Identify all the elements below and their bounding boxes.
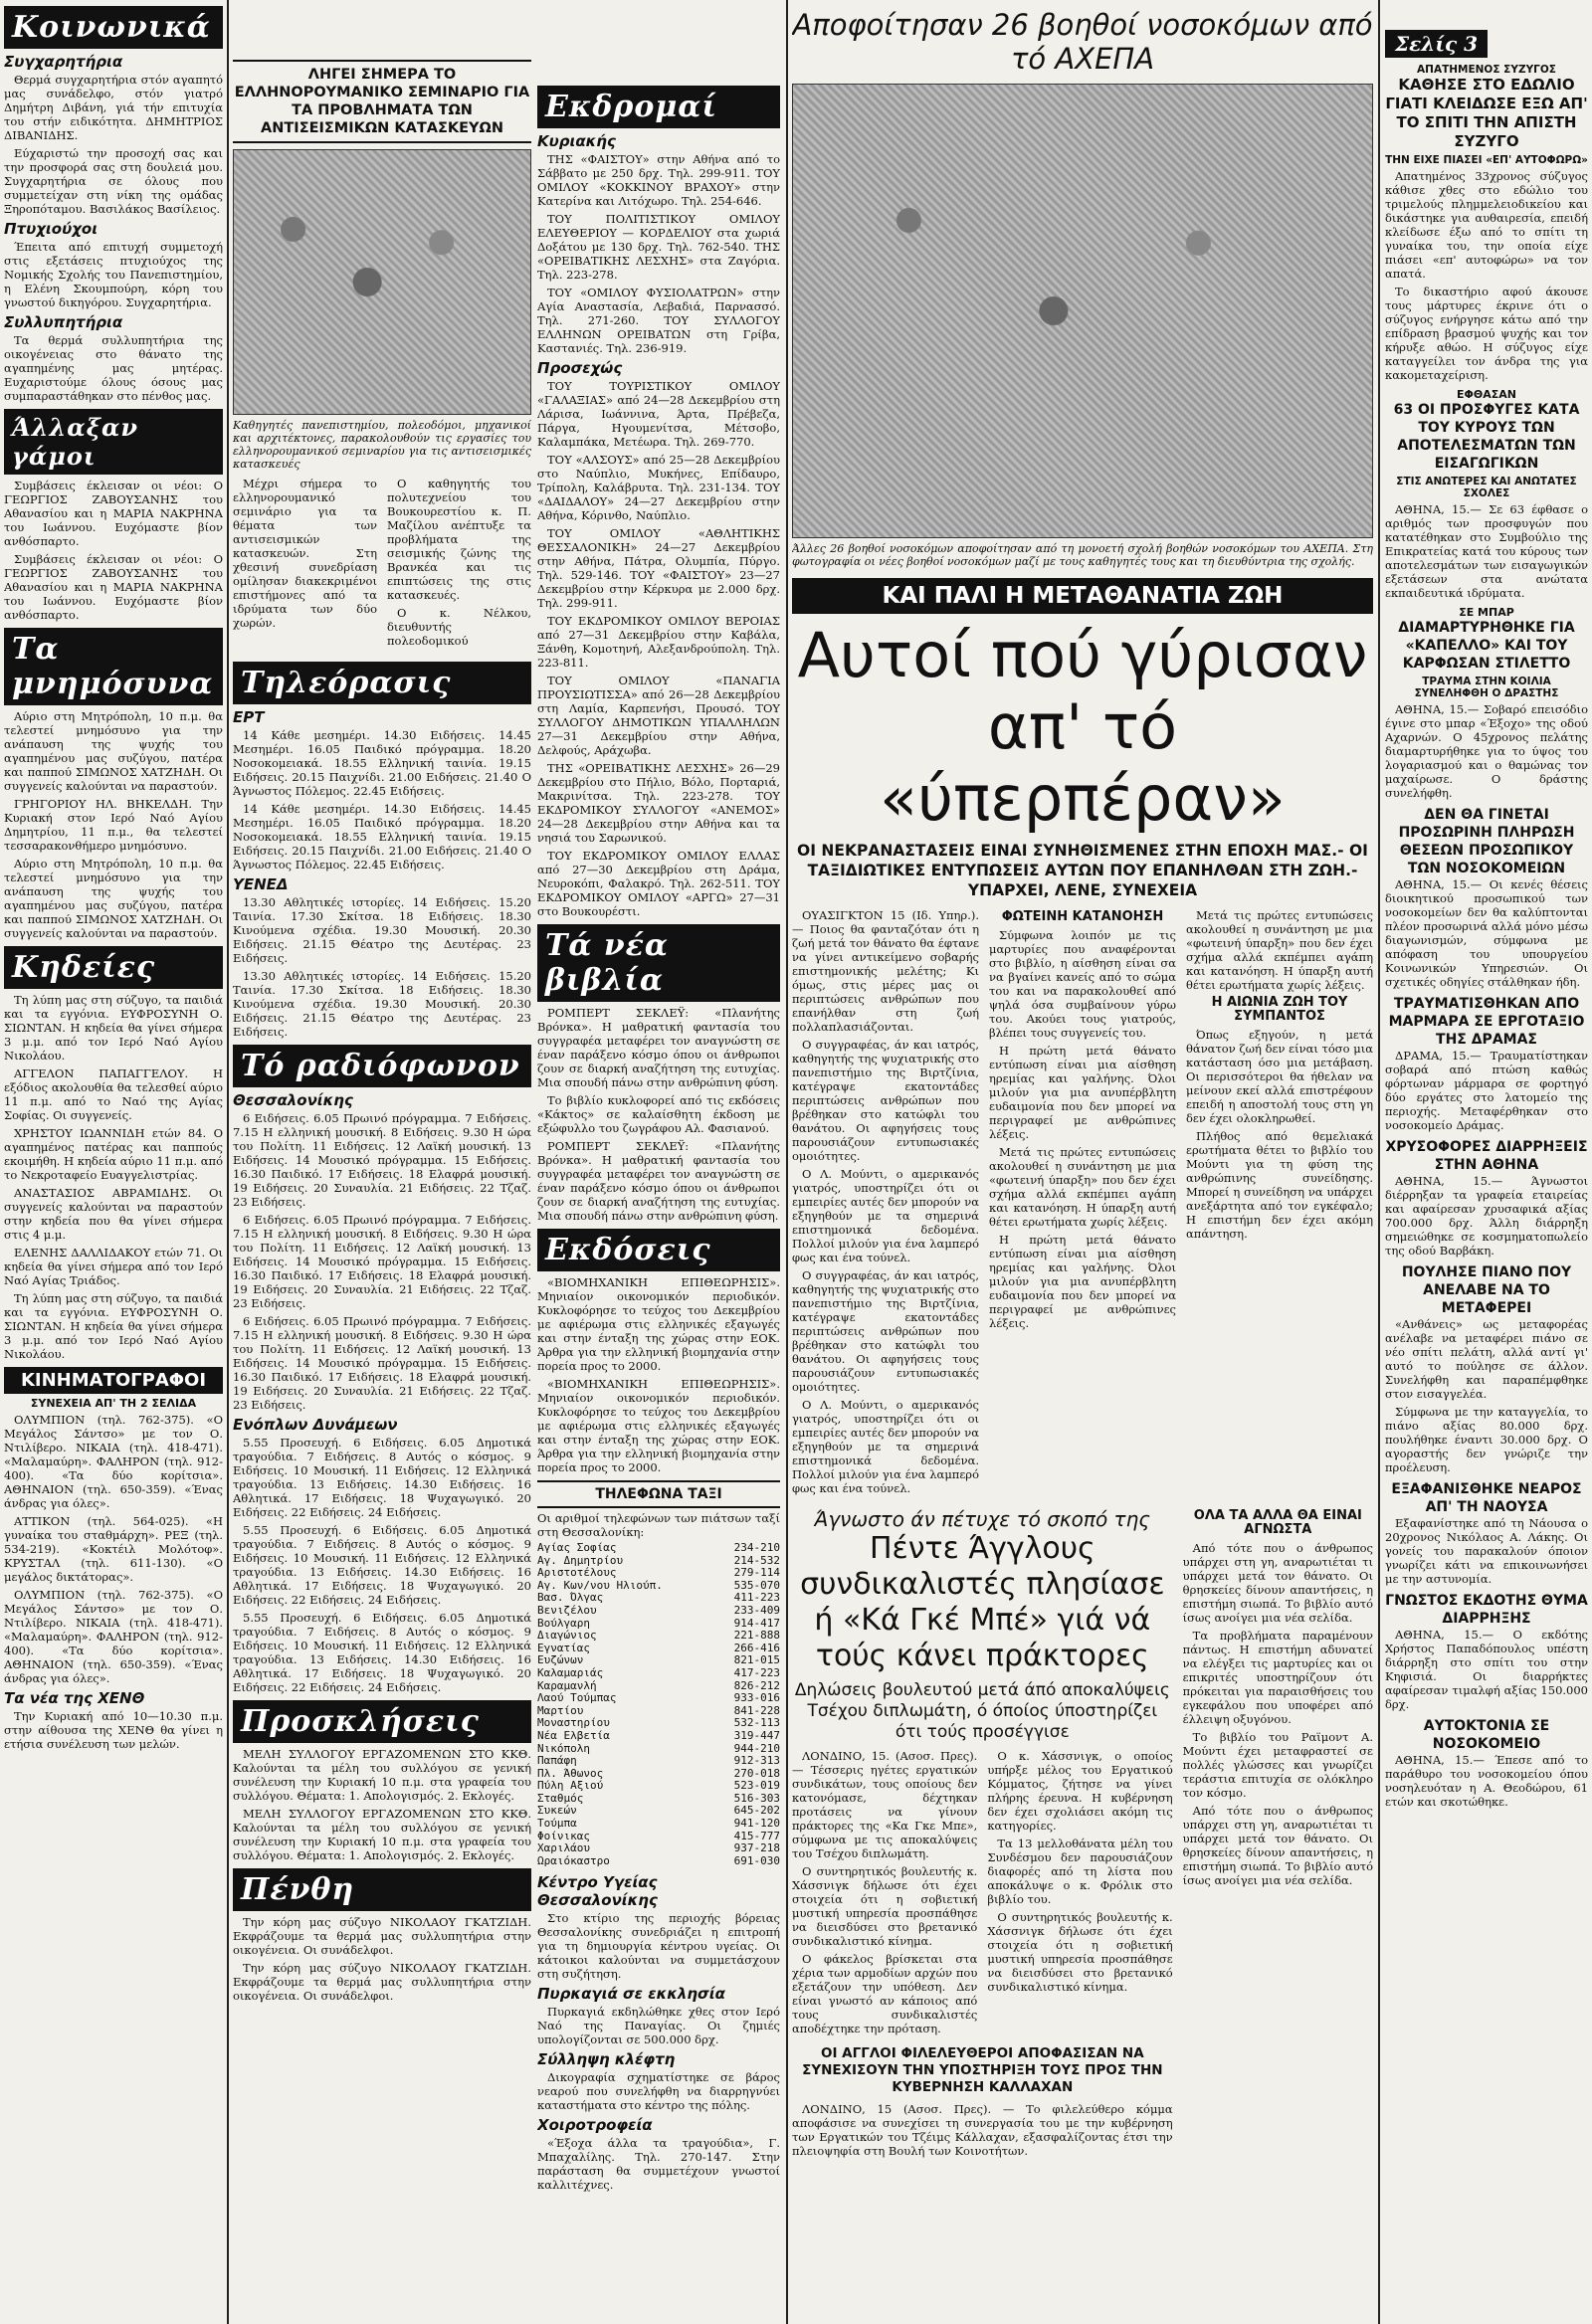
column-social (4, 0, 223, 2324)
taxi-phone-row (537, 1542, 780, 1555)
taxi-stand-name: Λαού Τούμπας (537, 1691, 617, 1705)
text-block: «ΒΙΟΜΗΧΑΝΙΚΗ ΕΠΙΘΕΩΡΗΣΙΣ». Μηνιαίον οικονομικόν περιοδικόν. Κυκλοφόρησε το τεύχος του Δεκεμβρίου με αφιέρωμα στις ελληνικές εξαγωγές και στην ένταξη της χώρας στην ΕΟΚ. Άρθρα για την ελληνική βιομηχανία στην πορεία προς το 2000. «ΒΙΟΜΗΧΑΝΙΚΗ ΕΠΙΘΕΩΡΗΣΙΣ». Μηνιαίον οικονομικόν περιοδικόν. Κυκλοφόρησε το τεύχος του Δεκεμβρίου με αφιέρωμα στις ελληνικές εξαγωγές και στην ένταξη της χώρας στην ΕΟΚ. Άρθρα για την ελληνική βιομηχανία στην πορεία προς το 2000. (537, 1275, 780, 1474)
header-publications: Εκδόσεις (537, 1229, 780, 1271)
header-weddings: Άλλαξαν γάμοι (4, 409, 223, 475)
text-block: ΔΡΑΜΑ, 15.— Τραυματίστηκαν σοβαρά από πτώση καθώς φόρτωναν μάρμαρα σε φορτηγό δύο εργάτες στο λατομείο της περιοχής. Μεταφέρθηκαν στο νοσοκομείο Δράμας. (1385, 1049, 1588, 1132)
headline-marble: ΤΡΑΥΜΑΤΙΣΘΗΚΑΝ ΑΠΟ ΜΑΡΜΑΡΑ ΣΕ ΕΡΓΟΤΑΞΙΟ ΤΗΣ ΔΡΑΜΑΣ (1388, 996, 1585, 1048)
article-kicker: ΚΑΙ ΠΑΛΙ Η ΜΕΤΑΘΑΝΑΤΙΑ ΖΩΗ (792, 578, 1373, 614)
headline-appeals: 63 ΟΙ ΠΡΟΣΦΥΓΕΣ ΚΑΤΑ ΤΟΥ ΚΥΡΟΥΣ ΤΩΝ ΑΠΟΤΕΛΕΣΜΑΤΩΝ ΤΩΝ ΕΙΣΑΓΩΓΙΚΩΝ (1393, 402, 1580, 472)
headline-hospitals: ΔΕΝ ΘΑ ΓΙΝΕΤΑΙ ΠΡΟΣΩΡΙΝΗ ΠΛΗΡΩΣΗ ΘΕΣΕΩΝ ΠΡΟΣΩΠΙΚΟΥ ΤΩΝ ΝΟΣΟΚΟΜΕΙΩΝ (1398, 807, 1575, 876)
text-block: Συμβάσεις έκλεισαν οι νέοι: Ο ΓΕΩΡΓΙΟΣ ΖΑΒΟΥΣΑΝΗΣ του Αθανασίου και η ΜΑΡΙΑ ΝΑΚΡΗΝΑ του Ιωάννου. Ευχόμαστε βίον ανθόσπαρτο. Συμβάσεις έκλεισαν οι νέοι: Ο ΓΕΩΡΓΙΟΣ ΖΑΒΟΥΣΑΝΗΣ του Αθανασίου και η ΜΑΡΙΑ ΝΑΚΡΗΝΑ του Ιωάννου. Ευχόμαστε βίον ανθόσπαρτο. (4, 479, 223, 622)
taxi-stand-name: Διαγώνιος (537, 1629, 597, 1643)
header-funerals: Κηδείες (4, 946, 223, 989)
taxi-stand-name: Βασ. Όλγας (537, 1591, 604, 1605)
subhead-warm: ΦΩΤΕΙΝΗ ΚΑΤΑΝΟΗΣΗ (1001, 909, 1164, 924)
taxi-stand-name: Νικόπολη (537, 1741, 590, 1755)
taxi-stand-phone: 532-113 (733, 1716, 780, 1730)
taxi-stand-name: Αριστοτέλους (537, 1566, 617, 1580)
text-block: Έπειτα από επιτυχή συμμετοχή στις εξετάσεις πτυχιούχος της Νομικής Σχολής του Πανεπιστημίου, η Ελένη Σκουμπούρη, κόρη του γνωστού δικηγόρου. Συγχαρητήρια. (4, 240, 223, 309)
column-main (792, 0, 1373, 2324)
taxi-stand-name: Καραμανλή (537, 1678, 597, 1692)
kgb-headline: Πέντε Άγγλους συνδικαλιστές πλησίασε ή «Κά Γκέ Μπέ» γιά νά τούς κάνει πράκτορες (800, 1531, 1165, 1673)
kgb-col: Ο κ. Χάσσνιγκ, ο οποίος υπήρξε μέλος του Εργατικού Κόμματος, ζήτησε να γίνει πλήρης έρευνα. Η κυβέρνηση δεν έχει σχολιάσει ακόμη τις κατηγορίες. Τα 13 μελλοθάνατα μέλη του Συνδέσμου δεν παρουσιάζουν διαφορές από τη λίστα που αποκάλυψε ο κ. Φρόλικ στο βιβλίο του. Ο συντηρητικός βουλευτής κ. Χάσσνιγκ δήλωσε ότι έχει στοιχεία ότι η σοβιετική μυστική υπηρεσία προσπάθησε να διεισδύσει στο βρετανικό συνδικαλιστικό κίνημα. (987, 1749, 1173, 1994)
taxi-stand-name: Καλαμαριάς (537, 1665, 604, 1679)
taxi-stand-phone: 944-210 (733, 1741, 780, 1755)
taxi-stand-phone: 417-223 (733, 1665, 780, 1679)
column-excursions (537, 0, 780, 2324)
column-page3 (1385, 0, 1588, 2324)
subhead-graduates: Πτυχιούχοι (4, 220, 99, 238)
taxi-stand-phone: 319-447 (733, 1728, 780, 1742)
taxi-phone-row (537, 1567, 780, 1580)
taxi-stand-phone: 221-888 (733, 1629, 780, 1643)
header-social: Κοινωνικά (4, 6, 223, 49)
taxi-stand-name: Χαριλάου (537, 1841, 590, 1855)
text-block: ΑΘΗΝΑ, 15.— Οι κενές θέσεις διοικητικού προσωπικού των νοσοκομείων δεν θα καλύπτονται πλέον προσωρινά αλλά μόνο μέσω διαγωνισμών, σύμφωνα με απόφαση του υπουργείου Κοινωνικών Υπηρεσιών. Οι σχετικές οδηγίες στάλθηκαν ήδη. (1385, 877, 1588, 989)
header-cinemas: ΚΙΝΗΜΑΤΟΓΡΑΦΟΙ (4, 1367, 223, 1394)
text-block: Πυρκαγιά εκδηλώθηκε χθες στον Ιερό Ναό της Παναγίας. Οι ζημιές υπολογίζονται σε 500.000 δρχ. (537, 2005, 780, 2047)
liberals-headline: ΟΙ ΑΓΓΛΟΙ ΦΙΛΕΛΕΥΘΕΡΟΙ ΑΠΟΦΑΣΙΣΑΝ ΝΑ ΣΥΝΕΧΙΣΟΥΝ ΤΗΝ ΥΠΟΣΤΗΡΙΞΗ ΤΟΥΣ ΠΡΟΣ ΤΗΝ ΚΥΒΕΡΝΗΣΗ ΚΑΛΛΑΧΑΝ (802, 2045, 1163, 2095)
taxi-stand-phone: 415-777 (733, 1829, 780, 1842)
seminar-photo (233, 149, 531, 415)
taxi-stand-phone: 841-228 (733, 1703, 780, 1717)
subhead-fire: Πυρκαγιά σε εκκλησία (537, 1985, 725, 2004)
taxi-stand-name: Ωραιόκαστρο (537, 1853, 610, 1867)
text-block: Την Κυριακή από 10—10.30 π.μ. στην αίθουσα της ΧΕΝΘ θα γίνει η ετήσια συνέλευση των μελών. (4, 1709, 223, 1751)
headline-burglaries: ΧΡΥΣΟΦΟΡΕΣ ΔΙΑΡΡΗΞΕΙΣ ΣΤΗΝ ΑΘΗΝΑ (1385, 1139, 1588, 1173)
taxi-phone-row (537, 1692, 780, 1705)
taxi-stand-phone: 645-202 (733, 1804, 780, 1818)
text-block: Δικογραφία σχηματίστηκε σε βάρος νεαρού που συνελήφθη να διαρρηγνύει καταστήματα στο κέντρο της πόλης. (537, 2070, 780, 2113)
subhead-eternal: Η ΑΙΩΝΙΑ ΖΩΗ ΤΟΥ ΣΥΜΠΑΝΤΟΣ (1211, 995, 1348, 1024)
header-invitations: Προσκλήσεις (233, 1700, 531, 1743)
text-block: Αύριο στη Μητρόπολη, 10 π.μ. θα τελεστεί μνημόσυνο για την ανάπαυση της ψυχής του αγαπημένου μας συζύγου, πατέρα και παππού ΣΙΜΩΝΟΣ ΧΑΤΖΗΔΗ. Οι συγγενείς καλούνται να παραστούν. ΓΡΗΓΟΡΙΟΥ ΗΛ. ΒΗΚΕΛΔΗ. Την Κυριακή στον Ιερό Ναό Αγίου Δημητρίου, 11 π.μ., θα τελεστεί τεσσαρακονθήμερο μνημόσυνο. Αύριο στη Μητρόπολη, 10 π.μ. θα τελεστεί μνημόσυνο για την ανάπαυση της ψυχής του αγαπημένου μας συζύγου, πατέρα και παππού ΣΙΜΩΝΟΣ ΧΑΤΖΗΔΗ. Οι συγγενείς καλούνται να παραστούν. (4, 709, 223, 940)
headline-piano: ΠΟΥΛΗΣΕ ΠΙΑΝΟ ΠΟΥ ΑΝΕΛΑΒΕ ΝΑ ΤΟ ΜΕΤΑΦΕΡΕΙ (1401, 1264, 1572, 1316)
text-block: 14 Κάθε μεσημέρι. 14.30 Ειδήσεις. 14.45 Μεσημέρι. 16.05 Παιδικό πρόγραμμα. 18.20 Νοσοκομειακά. 18.55 Ελληνική ταινία. 19.15 Ειδήσεις. 20.15 Παιχνίδι. 21.00 Ειδήσεις. 21.40 Ο Άγνωστος Πόλεμος. 22.45 Ειδήσεις. 14 Κάθε μεσημέρι. 14.30 Ειδήσεις. 14.45 Μεσημέρι. 16.05 Παιδικό πρόγραμμα. 18.20 Νοσοκομειακά. 18.55 Ελληνική ταινία. 19.15 Ειδήσεις. 20.15 Παιχνίδι. 21.00 Ειδήσεις. 21.40 Ο Άγνωστος Πόλεμος. 22.45 Ειδήσεις. (233, 728, 531, 872)
taxi-stand-name: Αγίας Σοφίας (537, 1541, 617, 1554)
headline-suicide: ΑΥΤΟΚΤΟΝΙΑ ΣΕ ΝΟΣΟΚΟΜΕΙΟ (1423, 1718, 1550, 1752)
text-block: Τη λύπη μας στη σύζυγο, τα παιδιά και τα εγγόνια. ΕΥΦΡΟΣΥΝΗ Ο. ΣΙΩΝΤΑΝ. Η κηδεία θα γίνει σήμερα 3 μ.μ. από τον Ιερό Ναό Αγίου Νικολάου. ΑΓΓΕΛΟΝ ΠΑΠΑΓΓΕΛΟΥ. Η εξόδιος ακολουθία θα τελεσθεί αύριο 11 π.μ. από το Ναό της Αγίας Σοφίας. Οι συγγενείς. ΧΡΗΣΤΟΥ ΙΩΑΝΝΙΔΗ ετών 84. Ο αγαπημένος πατέρας και παππούς εκοιμήθη. Η κηδεία αύριο 11 π.μ. από το Νεκροταφείο Ευαγγελιστρίας. ΑΝΑΣΤΑΣΙΟΣ ΑΒΡΑΜΙΔΗΣ. Οι συγγενείς καλούνται να παραστούν στην κηδεία που θα γίνει σήμερα στις 4 μ.μ. ΕΛΕΝΗΣ ΔΑΛΛΙΔΑΚΟΥ ετών 71. Οι κηδεία θα γίνει σήμερα από τον Ιερό Ναό Αγίας Τριάδος. Τη λύπη μας στη σύζυγο, τα παιδιά και τα εγγόνια. ΕΥΦΡΟΣΥΝΗ Ο. ΣΙΩΝΤΑΝ. Η κηδεία θα γίνει σήμερα 3 μ.μ. από τον Ιερό Ναό Αγίου Νικολάου. (4, 993, 223, 1361)
text-block: 6 Ειδήσεις. 6.05 Πρωινό πρόγραμμα. 7 Ειδήσεις. 7.15 Η ελληνική μουσική. 8 Ειδήσεις. 9.30 Η ώρα του Πολίτη. 11 Ειδήσεις. 12 Λαϊκή μουσική. 13 Ειδήσεις. 14 Μουσικό πρόγραμμα. 15 Ειδήσεις. 16.30 Παιδικό. 17 Ειδήσεις. 18 Ελαφρά μουσική. 19 Ειδήσεις. 20 Συναυλία. 21 Ειδήσεις. 22 Τζαζ. 23 Ειδήσεις. 6 Ειδήσεις. 6.05 Πρωινό πρόγραμμα. 7 Ειδήσεις. 7.15 Η ελληνική μουσική. 8 Ειδήσεις. 9.30 Η ώρα του Πολίτη. 11 Ειδήσεις. 12 Λαϊκή μουσική. 13 Ειδήσεις. 14 Μουσικό πρόγραμμα. 15 Ειδήσεις. 16.30 Παιδικό. 17 Ειδήσεις. 18 Ελαφρά μουσική. 19 Ειδήσεις. 20 Συναυλία. 21 Ειδήσεις. 22 Τζαζ. 23 Ειδήσεις. 6 Ειδήσεις. 6.05 Πρωινό πρόγραμμα. 7 Ειδήσεις. 7.15 Η ελληνική μουσική. 8 Ειδήσεις. 9.30 Η ώρα του Πολίτη. 11 Ειδήσεις. 12 Λαϊκή μουσική. 13 Ειδήσεις. 14 Μουσικό πρόγραμμα. 15 Ειδήσεις. 16.30 Παιδικό. 17 Ειδήσεις. 18 Ελαφρά μουσική. 19 Ειδήσεις. 20 Συναυλία. 21 Ειδήσεις. 22 Τζαζ. 23 Ειδήσεις. (233, 1111, 531, 1412)
article-col: ΟΥΑΣΙΓΚΤΟΝ 15 (Ιδ. Υπηρ.). — Ποιος θα φανταζόταν ότι η ζωή μετά τον θάνατο θα έφτανε να γίνει αντικείμενο σοβαρής επιστημονικής μελέτης; Κι όμως, στις μέρες μας οι περιπτώσεις ανθρώπων που επανήλθαν στη ζωή πολλαπλασιάζονται. Ο συγγραφέας, άν και ιατρός, καθηγητής της ψυχιατρικής στο πανεπιστήμιο της Βιρτζίνια, κατέγραψε εκατοντάδες περιπτώσεις ανθρώπων που βρέθηκαν στο κατώφλι του θανάτου. Οι αφηγήσεις τους παρουσιάζουν εντυπωσιακές ομοιότητες. Ο Λ. Μούντι, ο αμερικανός γιατρός, υποστηρίζει ότι οι εμπειρίες αυτές δεν μπορούν να εξηγηθούν με τα σημερινά επιστημονικά δεδομένα. Πολλοί μιλούν για ένα λαμπερό φως και ένα τούνελ. Ο συγγραφέας, άν και ιατρός, καθηγητής της ψυχιατρικής στο πανεπιστήμιο της Βιρτζίνια, κατέγραψε εκατοντάδες περιπτώσεις ανθρώπων που βρέθηκαν στο κατώφλι του θανάτου. Οι αφηγήσεις τους παρουσιάζουν εντυπωσιακές ομοιότητες. Ο Λ. Μούντι, ο αμερικανός γιατρός, υποστηρίζει ότι οι εμπειρίες αυτές δεν μπορούν να εξηγηθούν με τα σημερινά επιστημονικά δεδομένα. Πολλοί μιλούν για ένα λαμπερό φως και ένα τούνελ. (792, 908, 979, 1495)
article-col: Μετά τις πρώτες εντυπώσεις ακολουθεί η συνάντηση με μια «φωτεινή ύπαρξη» που δεν έχει σχήμα αλλά εκπέμπει αγάπη και κατανόηση. Η ύπαρξη αυτή θέτει ερωτήματα χωρίς λέξεις. Η ΑΙΩΝΙΑ ΖΩΗ ΤΟΥ ΣΥΜΠΑΝΤΟΣ Όπως εξηγούν, η μετά θάνατον ζωή δεν είναι τόσο μια κατάσταση όσο μια μετάβαση. Οι περισσότεροι θα ήθελαν να μείνουν εκεί αλλά επιστρέφουν επειδή η αποστολή τους στη γη δεν έχει ολοκληρωθεί. Πλήθος από θεμελιακά ερωτήματα θέτει το βιβλίο του Μούντι για τη φύση της ανθρώπινης συνείδησης. Μπορεί η συνείδηση να υπάρχει ανεξάρτητα από τον εγκέφαλο; Η επιστήμη δεν έχει ακόμη απάντηση. (1186, 908, 1373, 1241)
subhead-health-center: Κέντρο Υγείας Θεσσαλονίκης (537, 1873, 658, 1910)
text-block: Την κόρη μας σύζυγο ΝΙΚΟΛΑΟΥ ΓΚΑΤΖΙΔΗ. Εκφράζουμε τα θερμά μας συλλυπητήρια στην οικογένεια. Οι συνάδελφοι. Την κόρη μας σύζυγο ΝΙΚΟΛΑΟΥ ΓΚΑΤΖΙΔΗ. Εκφράζουμε τα θερμά μας συλλυπητήρια στην οικογένεια. Οι συνάδελφοι. (233, 1915, 531, 2003)
taxi-phone-row (537, 1605, 780, 1618)
taxi-stand-phone: 270-018 (733, 1766, 780, 1780)
article-continued: ΟΛΑ ΤΑ ΑΛΛΑ ΘΑ ΕΙΝΑΙ ΑΓΝΩΣΤΑ Από τότε που ο άνθρωπος υπάρχει στη γη, αναρωτιέται τι υπάρχει μετά τον θάνατο. Οι θρησκείες δίνουν απαντήσεις, η επιστήμη σιωπά. Το βιβλίο αυτό ίσως ανοίγει μια νέα σελίδα. Τα προβλήματα παραμένουν πάντως. Η επιστήμη αδυνατεί να ελέγξει τις μαρτυρίες και οι επικριτές υποστηρίζουν ότι πρόκειται για παραισθήσεις του εγκεφάλου που υποφέρει από έλλειψη οξυγόνου. Το βιβλίο του Ραϊμοντ Α. Μούντι έχει μεταφραστεί σε πολλές γλώσσες και γνωρίζει τεράστια επιτυχία σε ολόκληρο τον κόσμο. Από τότε που ο άνθρωπος υπάρχει στη γη, αναρωτιέται τι υπάρχει μετά τον θάνατο. Οι θρησκείες δίνουν απαντήσεις, η επιστήμη σιωπά. Το βιβλίο αυτό ίσως ανοίγει μια νέα σελίδα. (1182, 1508, 1373, 1887)
subhead-condolences: Συλλυπητήρια (4, 313, 123, 331)
kgb-kicker: Άγνωστο άν πέτυχε τό σκοπό της (814, 1507, 1151, 1531)
graduation-headline: Αποφοίτησαν 26 βοηθοί νοσοκόμων από τό ΑΧΕΠΑ (792, 8, 1373, 76)
taxi-stand-name: Εγνατίας (537, 1641, 590, 1654)
taxi-phones-title: ΤΗΛΕΦΩΝΑ ΤΑΞΙ (537, 1480, 780, 1508)
taxi-stand-name: Νέα Ελβετία (537, 1728, 610, 1742)
taxi-stand-name: Πύλη Αξιού (537, 1779, 604, 1793)
text-block: ΑΘΗΝΑ, 15.— Έπεσε από το παράθυρο του νοσοκομείου όπου νοσηλευόταν η Α. Θεοδώρου, 61 ετών και σκοτώθηκε. (1385, 1753, 1588, 1809)
taxi-stand-phone: 912-313 (733, 1754, 780, 1768)
text-block: ΡΟΜΠΕΡΤ ΣΕΚΛΕΫ: «Πλανήτης Βρόνκα». Η μαθρατική φαντασία του συγγραφέα μεταφέρει τον αναγνώστη σε έναν παράξενο κόσμο όπου οι άνθρωποι ζουν σε διαρκή αναζήτηση της ευτυχίας. Μια σπουδή πάνω στην ανθρώπινη φύση. Το βιβλίο κυκλοφορεί από τις εκδόσεις «Κάκτος» σε καλαίσθητη έκδοση με εξώφυλλο του ζωγράφου Αλ. Φασιανού. ΡΟΜΠΕΡΤ ΣΕΚΛΕΫ: «Πλανήτης Βρόνκα». Η μαθρατική φαντασία του συγγραφέα μεταφέρει τον αναγνώστη σε έναν παράξενο κόσμο όπου οι άνθρωποι ζουν σε διαρκή αναζήτηση της ευτυχίας. Μια σπουδή πάνω στην ανθρώπινη φύση. (537, 1006, 780, 1223)
taxi-stand-name: Συκεών (537, 1804, 577, 1818)
text-block: ΤΗΣ «ΦΑΙΣΤΟΥ» στην Αθήνα από το Σάββατο με 250 δρχ. Τηλ. 299-911. ΤΟΥ ΟΜΙΛΟΥ «ΚΟΚΚΙΝΟΥ ΒΡΑΧΟΥ» στην Κατερίνα και Λιτόχωρο. Τηλ. 254-646. ΤΟΥ ΠΟΛΙΤΙΣΤΙΚΟΥ ΟΜΙΛΟΥ ΕΛΕΥΘΕΡΙΟΥ — ΚΟΡΔΕΛΙΟΥ στα χωριά Δοξάτου με 130 δρχ. Τηλ. 762-540. ΤΗΣ «ΟΡΕΙΒΑΤΙΚΗΣ ΛΕΣΧΗΣ» στα Ζαγόρια. Τηλ. 223-278. ΤΟΥ «ΟΜΙΛΟΥ ΦΥΣΙΟΛΑΤΡΩΝ» στην Αγία Αναστασία, Λεβαδιά, Παρνασσό. Τηλ. 271-260. ΤΟΥ ΣΥΛΛΟΓΟΥ ΕΛΛΗΝΩΝ ΟΡΕΙΒΑΤΩΝ στη Γρίβα, Καστανιές. Τηλ. 236-919. (537, 152, 780, 355)
header-memorials: Τα μνημόσυνα (4, 628, 223, 705)
subhead: ΑΠΑΤΗΜΕΝΟΣ ΣΥΖΥΓΟΣ (1417, 64, 1556, 76)
taxi-stand-name: Σταθμός (537, 1791, 584, 1805)
subhead: ΤΗΝ ΕΙΧΕ ΠΙΑΣΕΙ «ΕΠ' ΑΥΤΟΦΩΡΩ» (1385, 154, 1588, 166)
taxi-phone-row (537, 1842, 780, 1855)
text-block: ΑΘΗΝΑ, 15.— Ο εκδότης Χρήστος Παπαδόπουλος υπέστη διάρρηξη στο σπίτι του στην Κηφισιά. Οι διαρρήκτες αφαίρεσαν τιμαλφή αξίας 150.000 δρχ. (1385, 1628, 1588, 1711)
header-new-books: Τά νέα βιβλία (537, 924, 780, 1002)
taxi-stand-phone: 933-016 (733, 1691, 780, 1705)
liberals-text: ΛΟΝΔΙΝΟ, 15 (Ασοσ. Πρες). — Το φιλελεύθερο κόμμα αποφάσισε να συνεχίσει τη συνεργασία του με την κυβέρνηση των Εργατικών του Τζέιμς Κάλλαχαν, εξασφαλίζοντας έτσι την πλειοψηφία στη Βουλή των Κοινοτήτων. (792, 2102, 1173, 2158)
text-block: «Έξοχα άλλα τα τραγούδια», Γ. Μπαχαλίλης. Τηλ. 270-147. Στην παράσταση θα συμμετέχουν γνωστοί καλλιτέχνες. (537, 2136, 780, 2193)
taxi-phone-row (537, 1818, 780, 1831)
graduation-photo (792, 84, 1373, 538)
text-block: Θερμά συγχαρητήρια στόν αγαπητό μας συνάδελφο, στόν γιατρό Δημήτρη Διβάνη, γιά τήν επιτυχία του στήν ειδικότητα. ΔΗΜΗΤΡΙΟΣ ΔΙΒΑΝΙΔΗΣ. Εύχαριστώ την προσοχή σας και την προσφορά σας στη δουλειά μου. Συγχαρητήρια σε όλους που συμμετείχαν στη νίκη της ομάδας Ξηροπόταμου. Βασιλάκος Βασίλειος. (4, 73, 223, 216)
text-block: Τα θερμά συλλυπητήρια της οικογένειας στο θάνατο της αγαπημένης μας μητέρας. Ευχαριστούμε όλους όσους μας συμπαραστάθηκαν στο πένθος μας. (4, 333, 223, 403)
text-block: «Ανθάνεις» ως μεταφορέας ανέλαβε να μεταφέρει πιάνο σε νέο σπίτι πελάτη, αλλά αντί γι' αυτό το πούλησε σε άλλον. Συνελήφθη και παραπέμφθηκε στον εισαγγελέα. Σύμφωνα με την καταγγελία, το πιάνο αξίας 80.000 δρχ. πουλήθηκε έναντι 30.000 δρχ. Ο αγοραστής δεν γνώριζε την προέλευση. (1385, 1317, 1588, 1474)
subhead-thessaloniki: Θεσσαλονίκης (233, 1091, 353, 1109)
subhead-armed-forces: Ενόπλων Δυνάμεων (233, 1416, 398, 1434)
kgb-deck: Δηλώσεις βουλευτού μετά άπό αποκαλύψεις Τσέχου διπλωμάτη, ό όποίος ύποστηρίζει ότι τούς προσέγγισε (794, 1680, 1170, 1742)
taxi-stand-name: Μαρτίου (537, 1703, 584, 1717)
subhead: ΣΕ ΜΠΑΡ (1459, 606, 1514, 619)
taxi-stand-phone: 233-409 (733, 1603, 780, 1617)
taxi-stand-phone: 214-532 (733, 1553, 780, 1567)
taxi-stand-phone: 826-212 (733, 1678, 780, 1692)
subhead-xenth: Τα νέα της ΧΕΝΘ (4, 1689, 145, 1707)
subhead-ert: ΕΡΤ (233, 708, 265, 726)
taxi-stand-name: Φοίνικας (537, 1829, 590, 1842)
column-seminar-tv (233, 0, 531, 2324)
text-block: ΜΕΛΗ ΣΥΛΛΟΓΟΥ ΕΡΓΑΖΟΜΕΝΩΝ ΣΤΟ ΚΚΘ. Καλούνται τα μέλη του συλλόγου σε γενική συνέλευση την Κυριακή 10 π.μ. στα γραφεία του συλλόγου. Θέματα: 1. Απολογισμός. 2. Εκλογές. ΜΕΛΗ ΣΥΛΛΟΓΟΥ ΕΡΓΑΖΟΜΕΝΩΝ ΣΤΟ ΚΚΘ. Καλούνται τα μέλη του συλλόγου σε γενική συνέλευση την Κυριακή 10 π.μ. στα γραφεία του συλλόγου. Θέματα: 1. Απολογισμός. 2. Εκλογές. (233, 1747, 531, 1862)
taxi-stand-name: Ευζώνων (537, 1653, 584, 1667)
taxi-phone-row (537, 1755, 780, 1768)
taxi-stand-name: Μοναστηρίου (537, 1716, 610, 1730)
header-television: Τηλεόρασις (233, 662, 531, 704)
subhead: ΤΡΑΥΜΑ ΣΤΗΝ ΚΟΙΛΙΑ ΣΥΝΕΛΗΦΘΗ Ο ΔΡΑΣΤΗΣ (1414, 676, 1559, 699)
header-mourning: Πένθη (233, 1868, 531, 1911)
taxi-stand-phone: 516-303 (733, 1791, 780, 1805)
photo-caption: Καθηγητές πανεπιστημίου, πολεοδόμοι, μηχανικοί και αρχιτέκτονες, παρακολουθούν τις εργασίες του ελληνορουμανικού σεμιναρίου για τις αντισεισμικές κατασκευές (233, 419, 531, 471)
article-headline: Αυτοί πού γύρισαν απ' τό «ύπερπέραν» (797, 619, 1368, 835)
text-block: 13.30 Αθλητικές ιστορίες. 14 Ειδήσεις. 15.20 Ταινία. 17.30 Σκίτσα. 18 Ειδήσεις. 18.30 Κινούμενα σχέδια. 19.30 Μουσική. 20.30 Ειδήσεις. 21.15 Θέατρο της Δευτέρας. 23 Ειδήσεις. 13.30 Αθλητικές ιστορίες. 14 Ειδήσεις. 15.20 Ταινία. 17.30 Σκίτσα. 18 Ειδήσεις. 18.30 Κινούμενα σχέδια. 19.30 Μουσική. 20.30 Ειδήσεις. 21.15 Θέατρο της Δευτέρας. 23 Ειδήσεις. (233, 895, 531, 1039)
article-body (792, 908, 1373, 1499)
subhead-yened: ΥΕΝΕΔ (233, 875, 289, 893)
seminar-headline: ΛΗΓΕΙ ΣΗΜΕΡΑ ΤΟ ΕΛΛΗΝΟΡΟΥΜΑΝΙΚΟ ΣΕΜΙΝΑΡΙΟ ΓΙΑ ΤΑ ΠΡΟΒΛΗΜΑΤΑ ΤΩΝ ΑΝΤΙΣΕΙΣΜΙΚΩΝ ΚΑΤΑΣΚΕΥΩΝ (233, 60, 531, 143)
text-block: Απατημένος 33χρονος σύζυγος κάθισε χθες στο εδώλιο του τριμελούς πλημμελειοδικείου και δικάστηκε για αυθαιρεσία, επειδή κλείδωσε έξω από το σπίτι τη γυναίκα του, την οποία είχε πιάσει «επ' αυτοφώρω» να τον απατά. Το δικαστήριο αφού άκουσε τους μάρτυρες έκρινε ότι ο σύζυγος ενήργησε κάτω από την επίδραση βρασμού ψυχής και τον κήρυξε αθώο. Η σύζυγος είχε καταγγείλει τον άνδρα της για κακομεταχείριση. (1385, 169, 1588, 382)
text-block: Μέχρι σήμερα το ελληνορουμανικό σεμινάριο για τα θέματα των αντισεισμικών κατασκευών. Στη χθεσινή συνεδρίαση ομίλησαν διακεκριμένοι επιστήμονες από τα ιδρύματα των δύο χωρών. Ο καθηγητής του πολυτεχνείου του Βουκουρεστίου κ. Π. Μαζίλου ανέπτυξε τα προβλήματα της σεισμικής ζώνης της Βρανκέα και τις επιπτώσεις της στις κατασκευές. Ο κ. Νέλκου, διευθυντής πολεοδομικού (233, 477, 531, 648)
text-block: ΤΟΥ ΤΟΥΡΙΣΤΙΚΟΥ ΟΜΙΛΟΥ «ΓΑΛΑΞΙΑΣ» από 24—28 Δεκεμβρίου στη Λάρισα, Ιωάννινα, Άρτα, Πρέβεζα, Πάργα, Ηγουμενίτσα, Μέτσοβο, Καλαμπάκα, Μετέωρα. Τηλ. 269-770. ΤΟΥ «ΑΛΣΟΥΣ» από 25—28 Δεκεμβρίου στο Ναύπλιο, Μυκήνες, Επίδαυρο, Τρίπολη, Καλάβρυτα. Τηλ. 231-134. ΤΟΥ «ΔΑΙΔΑΛΟΥ» 24—27 Δεκεμβρίου στην Αθήνα, Κόρινθο, Ναύπλιο. ΤΟΥ ΟΜΙΛΟΥ «ΑΘΛΗΤΙΚΗΣ ΘΕΣΣΑΛΟΝΙΚΗ» 24—27 Δεκεμβρίου στην Αθήνα, Πάτρα, Ολυμπία, Πύργο. Τηλ. 529-146. ΤΟΥ «ΦΑΙΣΤΟΥ» 23—27 Δεκεμβρίου στην Κέρκυρα με 2.000 δρχ. Τηλ. 299-911. ΤΟΥ ΕΚΔΡΟΜΙΚΟΥ ΟΜΙΛΟΥ ΒΕΡΟΙΑΣ από 27—31 Δεκεμβρίου στην Καβάλα, Ξάνθη, Κομοτηνή, Αλεξανδρούπολη. Τηλ. 223-811. ΤΟΥ ΟΜΙΛΟΥ «ΠΑΝΑΓΙΑ ΠΡΟΥΣΙΩΤΙΣΣΑ» από 26—28 Δεκεμβρίου στη Λαμία, Καρπενήσι, Προυσό. ΤΟΥ ΣΥΛΛΟΓΟΥ ΔΗΜΟΤΙΚΩΝ ΥΠΑΛΛΗΛΩΝ 27—31 Δεκεμβρίου στην Αθήνα, Δελφούς, Αράχωβα. ΤΗΣ «ΟΡΕΙΒΑΤΙΚΗΣ ΛΕΣΧΗΣ» 26—29 Δεκεμβρίου στο Πήλιο, Βόλο, Πορταριά, Μακρινίτσα. Τηλ. 223-278. ΤΟΥ ΕΚΔΡΟΜΙΚΟΥ ΣΥΛΛΟΓΟΥ «ΑΝΕΜΟΣ» 24—28 Δεκεμβρίου στην Αθήνα και τα νησιά του Σαρωνικού. ΤΟΥ ΕΚΔΡΟΜΙΚΟΥ ΟΜΙΛΟΥ ΕΛΛΑΣ από 27—30 Δεκεμβρίου στη Δράμα, Νευροκόπι, Φαλακρό. Τηλ. 262-511. ΤΟΥ ΕΚΔΡΟΜΙΚΟΥ ΟΜΙΛΟΥ «ΑΡΓΩ» 27—31 στο Βουκουρέστι. (537, 379, 780, 918)
taxi-stand-phone: 411-223 (733, 1591, 780, 1605)
taxi-phones-list (537, 1542, 780, 1867)
text-block: ΑΘΗΝΑ, 15.— Σοβαρό επεισόδιο έγινε στο μπαρ «Έξοχο» της οδού Αχαρνών. Ο 45χρονος πελάτης διαμαρτυρήθηκε για το ύψος του λογαριασμού και ο θαμώνας τον μαχαίρωσε. Ο δράστης συνελήφθη. (1385, 702, 1588, 800)
taxi-stand-phone: 821-015 (733, 1653, 780, 1667)
taxi-phone-row (537, 1780, 780, 1793)
taxi-phones-intro: Οι αριθμοί τηλεφώνων των πιάτσων ταξί στη Θεσσαλονίκη: (537, 1511, 780, 1539)
page-tag: Σελίς 3 (1385, 30, 1488, 58)
photo-caption: Άλλες 26 βοηθοί νοσοκόμων αποφοίτησαν από τη μονοετή σχολή βοηθών νοσοκόμων του ΑΧΕΠΑ. Στη φωτογραφία οι νέες βοηθοί νοσοκόμων μαζί με τους καθηγητές τους και τη διευθύντρια της σχολής. (792, 542, 1373, 568)
taxi-stand-name: Τούμπα (537, 1817, 577, 1831)
subhead-sympathy: Συγχαρητήρια (4, 53, 123, 71)
subhead-misc: Χοιροτροφεία (537, 2116, 653, 2135)
lower-section (792, 1507, 1373, 2162)
header-radio: Τό ραδιόφωνον (233, 1045, 531, 1087)
kgb-article (792, 1507, 1173, 2162)
subhead-arrest: Σύλληψη κλέφτη (537, 2050, 676, 2069)
headline-bar: ΔΙΑΜΑΡΤΥΡΗΘΗΚΕ ΓΙΑ «ΚΑΠΕΛΛΟ» ΚΑΙ ΤΟΥ ΚΑΡΦΩΣΑΝ ΣΤΙΛΕΤΤΟ (1398, 620, 1575, 672)
taxi-stand-phone: 937-218 (733, 1841, 780, 1855)
taxi-stand-phone: 279-114 (733, 1566, 780, 1580)
article-deck: ΟΙ ΝΕΚΡΑΝΑΣΤΑΣΕΙΣ ΕΙΝΑΙ ΣΥΝΗΘΙΣΜΕΝΕΣ ΣΤΗΝ ΕΠΟΧΗ ΜΑΣ.- ΟΙ ΤΑΞΙΔΙΩΤΙΚΕΣ ΕΝΤΥΠΩΣΕΙΣ ΑΥΤΩΝ ΠΟΥ ΕΠΑΝΗΛΘΑΝ ΣΤΗ ΖΩΗ.-ΥΠΑΡΧΕΙ, ΛΕΝΕ, ΣΥΝΕΧΕΙΑ (797, 842, 1368, 899)
headline-husband: ΚΑΘΗΣΕ ΣΤΟ ΕΔΩΛΙΟ ΓΙΑΤΙ ΚΛΕΙΔΩΣΕ ΕΞΩ ΑΠ' ΤΟ ΣΠΙΤΙ ΤΗΝ ΑΠΙΣΤΗ ΣΥΖΥΓΟ (1385, 76, 1588, 150)
text-block: ΟΛΥΜΠΙΟΝ (τηλ. 762-375). «Ο Μεγάλος Σάντσο» με τον Ο. Ντιλίβερο. ΝΙΚΑΙΑ (τηλ. 418-471). «Μαλαμαύρη». ΦΑΛΗΡΟΝ (τηλ. 912-400). «Τα δύο κορίτσια». ΑΘΗΝΑΙΟΝ (τηλ. 650-359). «Ένας άνδρας για όλες». ΑΤΤΙΚΟΝ (τηλ. 564-025). «Η γυναίκα του σταθμάρχη». ΡΕΞ (τηλ. 534-219). «Κοκτέιλ Μολότοφ». ΚΡΥΣΤΑΛ (τηλ. 611-130). «Ο μεγάλος δικτάτορας». ΟΛΥΜΠΙΟΝ (τηλ. 762-375). «Ο Μεγάλος Σάντσο» με τον Ο. Ντιλίβερο. ΝΙΚΑΙΑ (τηλ. 418-471). «Μαλαμαύρη». ΦΑΛΗΡΟΝ (τηλ. 912-400). «Τα δύο κορίτσια». ΑΘΗΝΑΙΟΝ (τηλ. 650-359). «Ένας άνδρας για όλες». (4, 1413, 223, 1685)
taxi-stand-name: Βενιζέλου (537, 1603, 597, 1617)
subhead-sunday: Κυριακής (537, 132, 616, 150)
text-block: Εξαφανίστηκε από τη Νάουσα ο 20χρονος Νικόλαος Α. Λάκης. Οι γονείς του παρακαλούν όποιον γνωρίζει κάτι να επικοινωνήσει με την αστυνομία. (1385, 1516, 1588, 1586)
text-block: ΑΘΗΝΑ, 15.— Σε 63 έφθασε ο αριθμός των προσφυγών που κατατέθηκαν στο Συμβούλιο της Επικρατείας κατά του κύρους των αποτελεσμάτων των εισαγωγικών εξετάσεων στα ανώτατα εκπαιδευτικά ιδρύματα. (1385, 502, 1588, 600)
headline-missing: ΕΞΑΦΑΝΙΣΘΗΚΕ ΝΕΑΡΟΣ ΑΠ' ΤΗ ΝΑΟΥΣΑ (1391, 1481, 1582, 1515)
text-block: 5.55 Προσευχή. 6 Ειδήσεις. 6.05 Δημοτικά τραγούδια. 7 Ειδήσεις. 8 Αυτός ο κόσμος. 9 Ειδήσεις. 10 Μουσική. 11 Ειδήσεις. 12 Ελληνικά τραγούδια. 13 Ειδήσεις. 14.30 Ειδήσεις. 16 Αθλητικά. 17 Ειδήσεις. 18 Ψυχαγωγικό. 20 Ειδήσεις. 22 Ειδήσεις. 24 Ειδήσεις. 5.55 Προσευχή. 6 Ειδήσεις. 6.05 Δημοτικά τραγούδια. 7 Ειδήσεις. 8 Αυτός ο κόσμος. 9 Ειδήσεις. 10 Μουσική. 11 Ειδήσεις. 12 Ελληνικά τραγούδια. 13 Ειδήσεις. 14.30 Ειδήσεις. 16 Αθλητικά. 17 Ειδήσεις. 18 Ψυχαγωγικό. 20 Ειδήσεις. 22 Ειδήσεις. 24 Ειδήσεις. 5.55 Προσευχή. 6 Ειδήσεις. 6.05 Δημοτικά τραγούδια. 7 Ειδήσεις. 8 Αυτός ο κόσμος. 9 Ειδήσεις. 10 Μουσική. 11 Ειδήσεις. 12 Ελληνικά τραγούδια. 13 Ειδήσεις. 14.30 Ειδήσεις. 16 Αθλητικά. 17 Ειδήσεις. 18 Ψυχαγωγικό. 20 Ειδήσεις. 22 Ειδήσεις. 24 Ειδήσεις. (233, 1436, 531, 1694)
taxi-stand-phone: 914-417 (733, 1616, 780, 1630)
header-excursions: Εκδρομαί (537, 86, 780, 128)
taxi-stand-phone: 234-210 (733, 1541, 780, 1554)
subhead-other: ΟΛΑ ΤΑ ΑΛΛΑ ΘΑ ΕΙΝΑΙ ΑΓΝΩΣΤΑ (1193, 1508, 1362, 1537)
taxi-stand-name: Αγ. Κων/νου Ηλιούπ. (537, 1578, 663, 1592)
subhead: ΕΦΘΑΣΑΝ (1457, 388, 1516, 401)
subhead-upcoming: Προσεχώς (537, 359, 623, 377)
subhead: ΣΤΙΣ ΑΝΩΤΕΡΕΣ ΚΑΙ ΑΝΩΤΑΤΕΣ ΣΧΟΛΕΣ (1396, 476, 1577, 499)
taxi-stand-phone: 535-070 (733, 1578, 780, 1592)
taxi-phone-row (537, 1630, 780, 1643)
taxi-stand-name: Βούλγαρη (537, 1616, 590, 1630)
taxi-phone-row (537, 1855, 780, 1868)
text-block: Στο κτίριο της περιοχής βόρειας Θεσσαλονίκης συνεδριάζει η επιτροπή για τη δημιουργία κέντρου υγείας. Οι κάτοικοι καλούνται να συμμετάσχουν στη συζήτηση. (537, 1911, 780, 1982)
taxi-phone-row (537, 1667, 780, 1680)
headline-publisher: ΓΝΩΣΤΟΣ ΕΚΔΟΤΗΣ ΘΥΜΑ ΔΙΑΡΡΗΞΗΣ (1385, 1593, 1588, 1627)
kgb-body (792, 1749, 1173, 2039)
taxi-phone-row (537, 1730, 780, 1743)
taxi-stand-phone: 266-416 (733, 1641, 780, 1654)
taxi-stand-name: Πλ. Άθωνος (537, 1766, 604, 1780)
text-block: ΑΘΗΝΑ, 15.— Άγνωστοι διέρρηξαν τα γραφεία εταιρείας και αφαίρεσαν χρυσαφικά αξίας 700.000 δρχ. Άλλη διάρρηξη σημειώθηκε σε κοσμηματοπωλείο της οδού Βαρβάκη. (1385, 1174, 1588, 1258)
taxi-stand-phone: 523-019 (733, 1779, 780, 1793)
cinemas-continued: ΣΥΝΕΧΕΙΑ ΑΠ' ΤΗ 2 ΣΕΛΙΔΑ (30, 1397, 197, 1410)
kgb-col: ΛΟΝΔΙΝΟ, 15. (Ασοσ. Πρες). — Τέσσερις ηγέτες εργατικών συνδικάτων, τους οποίους δεν κατονόμασε, δέχτηκαν προτάσεις να γίνουν πράκτορες της «Κα Γκε Μπε», σύμφωνα με τις αποκαλύψεις του Τσέχου διπλωμάτη. Ο συντηρητικός βουλευτής κ. Χάσσνιγκ δήλωσε ότι έχει στοιχεία ότι η σοβιετική μυστική υπηρεσία προσπάθησε να διεισδύσει στο βρετανικό συνδικαλιστικό κίνημα. Ο φάκελος βρίσκεται στα χέρια των αρμοδίων αρχών που εξετάζουν την υπόθεση. Δεν είναι γνωστό αν κάποιος από τους συνδικαλιστές αποδέχτηκε την πρόταση. (792, 1749, 978, 2035)
taxi-stand-name: Αγ. Δημητρίου (537, 1553, 624, 1567)
taxi-stand-phone: 941-120 (733, 1817, 780, 1831)
taxi-stand-phone: 691-030 (733, 1853, 780, 1867)
article-col: ΦΩΤΕΙΝΗ ΚΑΤΑΝΟΗΣΗ Σύμφωνα λοιπόν με τις μαρτυρίες που αναφέρονται στο βιβλίο, η αίσθηση είναι σα να βγαίνει κανείς από το σώμα του και να παρακολουθεί από ψηλά όσα συμβαίνουν γύρω του. Ακούει τους γιατρούς, βλέπει τους συγγενείς του. Η πρώτη μετά θάνατο εντύπωση είναι μια αίσθηση ηρεμίας και γαλήνης. Όλοι μιλούν για μια ανυπέρβλητη ευδαιμονία που δεν μπορεί να περιγραφεί με ανθρώπινες λέξεις. Μετά τις πρώτες εντυπώσεις ακολουθεί η συνάντηση με μια «φωτεινή ύπαρξη» που δεν έχει σχήμα αλλά εκπέμπει αγάπη και κατανόηση. Η ύπαρξη αυτή θέτει ερωτήματα χωρίς λέξεις. Η πρώτη μετά θάνατο εντύπωση είναι μια αίσθηση ηρεμίας και γαλήνης. Όλοι μιλούν για μια ανυπέρβλητη ευδαιμονία που δεν μπορεί να περιγραφεί με ανθρώπινες λέξεις. (989, 909, 1176, 1330)
taxi-stand-name: Παπάφη (537, 1754, 577, 1768)
page-tag-wrap (1385, 30, 1588, 58)
